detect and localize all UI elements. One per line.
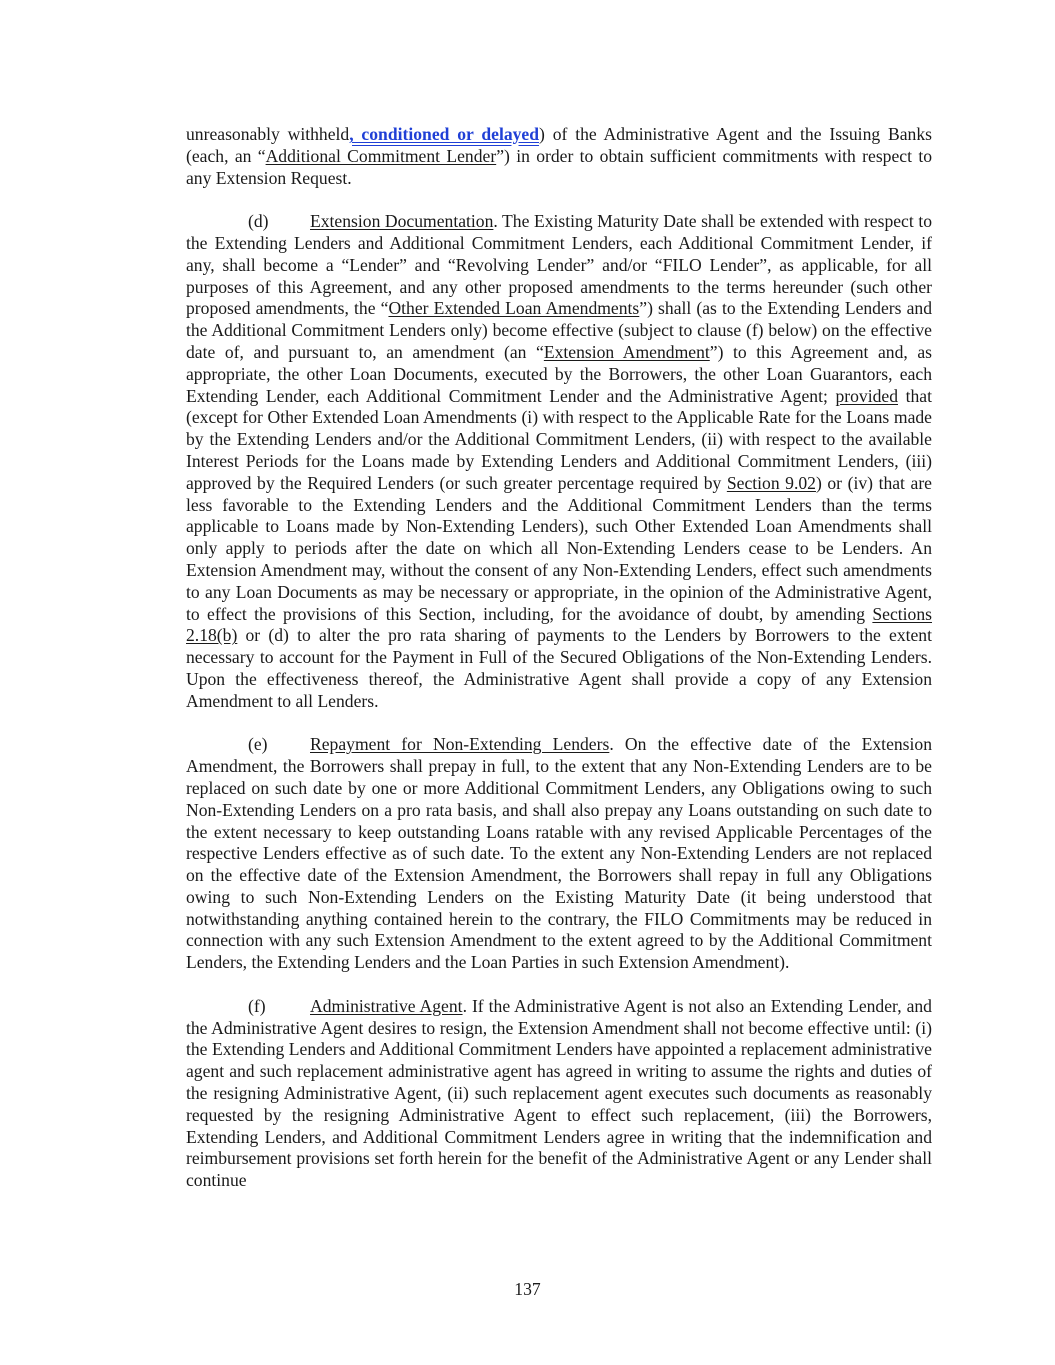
section-heading: Repayment for Non-Extending Lenders xyxy=(310,734,610,755)
intro-text: ”) in order to obtain sufficient commitments with respect to any Extension Request. xyxy=(186,145,933,188)
body-text: ”) to this Agreement and, as appropriate, the other Loan Documents, executed by the Borrowers, the other Loan Guarantors, each Extending Lender, each Additional Commitment Lender and the Administrative Agent; xyxy=(186,341,932,406)
section-reference: Section 9.02 xyxy=(726,472,816,493)
paragraph-indent xyxy=(186,734,310,756)
body-text: . The Existing Maturity Date shall be extended with respect to the Extending Lenders and Additional Commitment Lenders, each Additional Commitment Lender, if any, shall become a “Lender” and “Revolving Lender” and/or “FILO Lender”, as applicable, for all purposes of this Agreement, and any other proposed amendments to the terms hereunder (such other proposed amendments, the “ xyxy=(186,211,933,319)
intro-text: unreasonably withheld xyxy=(186,124,350,144)
intro-text: ) of the Administrative Agent and the Issuing Banks (each, an “ xyxy=(186,124,932,166)
section-d-paragraph xyxy=(186,211,932,712)
body-text: . On the effective date of the Extension Amendment, the Borrowers shall prepay in full, to the extent that any Non-Extending Lenders are to be replaced on such date by one or more Additional Commitment Lenders, any Obligations owing to such Non-Extending Lenders on a pro rata basis, and shall also prepay any Loans outstanding on such date to the extent necessary to keep outstanding Loans ratable with any revised Applicable Percentages of the respective Lenders effective as of such date. To the extent any Non-Extending Lenders are not replaced on the effective date of the Extension Amendment, the Borrowers shall repay in full any Obligations owing to such Non-Extending Lenders on the Existing Maturity Date (it being understood that notwithstanding anything contained herein to the contrary, the FILO Commitments may be reduced in connection with any such Extension Amendment to the extent agreed to by the Additional Commitment Lenders, the Extending Lenders and the Loan Parties in such Extension Amendment). xyxy=(186,734,932,973)
page-number: 137 xyxy=(514,1279,541,1299)
defined-term: Other Extended Loan Amendments xyxy=(388,298,640,319)
body-text: or (d) to alter the pro rata sharing of payments to the Lenders by Borrowers to the extent necessary to account for the Payment in Full of the Secured Obligations of the Non-Extending Lenders. Upon the effectiveness thereof, the Administrative Agent shall provide a copy of any Extension Amendment to all Lenders. xyxy=(186,625,932,711)
body-text: . If the Administrative Agent is not also an Extending Lender, and the Administrative Agent desires to resign, the Extension Amendment shall not become effective until: (i) the Extending Lenders and Additional Commitment Lenders have appointed a replacement administrative agent and such replacement administrative agent has agreed in writing to assume the rights and duties of the resigning Administrative Agent, (ii) such replacement agent executes such documents as reasonably requested by the resigning Administrative Agent to effect such replacement, (iii) the Borrowers, Extending Lenders, and Additional Commitment Lenders agree in writing that the indemnification and reimbursement provisions set forth herein for the benefit of the Administrative Agent or any Lender shall continue xyxy=(186,995,932,1191)
section-heading: Administrative Agent xyxy=(310,995,463,1016)
section-label: (e) xyxy=(248,734,268,755)
section-heading: Extension Documentation xyxy=(310,211,494,232)
paragraph-indent xyxy=(186,211,310,233)
section-f-paragraph xyxy=(186,996,932,1192)
proviso-term: provided xyxy=(835,385,898,406)
body-text: that (except for Other Extended Loan Amendments (i) with respect to the Applicable Rate for the Loans made by the Extending Lenders and/or the Additional Commitment Lenders, (ii) with respect to the available Interest Periods for the Loans made by Extending Lenders and Additional Commitment Lenders, (iii) approved by the Required Lenders (or such greater percentage required by xyxy=(186,385,932,493)
defined-term: Additional Commitment Lender xyxy=(265,145,497,166)
body-text: ) or (iv) that are less favorable to the Extending Lenders and the Additional Commitment Lenders than the terms applicable to Loans made by Non-Extending Lenders), such Other Extended Loan Amendments shall only apply to periods after the date on which all Non-Extending Lenders cease to be Lenders. An Extension Amendment may, without the consent of any Non-Extending Lenders, effect such amendments to any Loan Documents as may be necessary or appropriate, in the opinion of the Administrative Agent, to effect the provisions of this Section, including, for the avoidance of doubt, by amending xyxy=(186,472,932,624)
paragraph-indent xyxy=(186,996,310,1018)
section-reference: Sections 2.18(b) xyxy=(186,603,932,646)
defined-term: Extension Amendment xyxy=(543,341,710,362)
body-text: ”) shall (as to the Extending Lenders and the Additional Commitment Lenders only) become effective (subject to clause (f) below) on the effective date of, and pursuant to, an amendment (an “ xyxy=(186,298,932,362)
section-label: (d) xyxy=(248,211,269,232)
document-page xyxy=(186,124,932,1214)
section-label: (f) xyxy=(248,995,266,1016)
inserted-text: , conditioned or delayed xyxy=(349,124,540,144)
section-e-paragraph xyxy=(186,734,932,974)
intro-paragraph xyxy=(186,124,932,189)
